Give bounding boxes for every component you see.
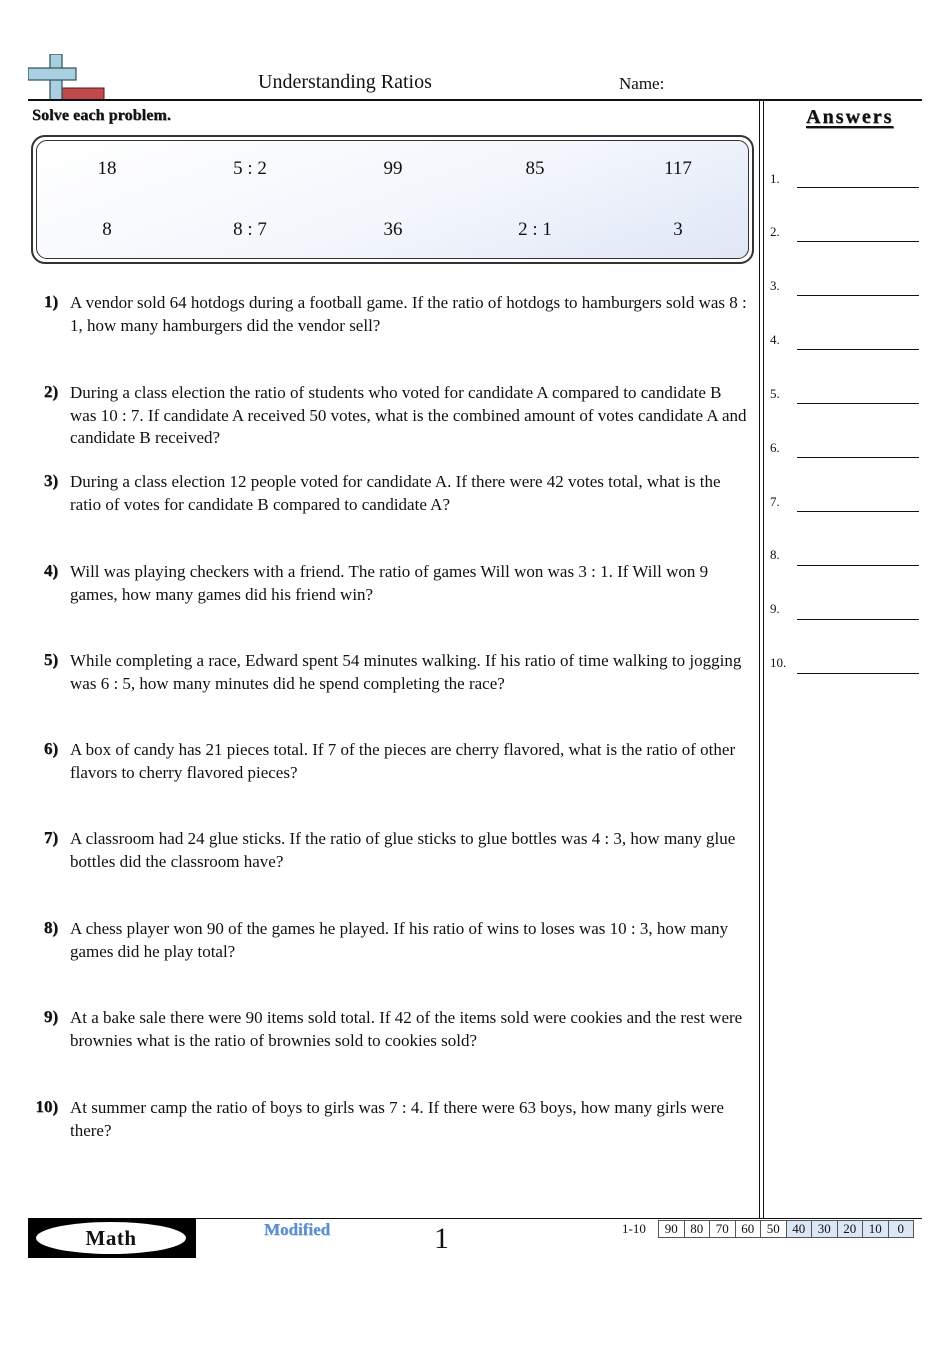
bank-value: 99 bbox=[383, 158, 403, 179]
score-cell: 50 bbox=[761, 1221, 787, 1238]
problem-number: 2) bbox=[43, 382, 58, 401]
answer-line[interactable] bbox=[797, 295, 919, 296]
answer-number: 7. bbox=[770, 494, 780, 509]
bank-value: 85 bbox=[525, 158, 545, 179]
column-divider bbox=[759, 101, 760, 1219]
problem-number: 10) bbox=[35, 1097, 58, 1116]
answer-line[interactable] bbox=[797, 565, 919, 566]
page-number: 1 bbox=[434, 1222, 449, 1255]
problem-text: While completing a race, Edward spent 54 minutes walking. If his ratio of time walking to jogging was 6 : 5, how many minutes did he spend completing the race? bbox=[70, 651, 742, 693]
score-cell: 70 bbox=[710, 1221, 736, 1238]
score-cell: 20 bbox=[837, 1221, 863, 1238]
bank-value: 2 : 1 bbox=[518, 219, 552, 240]
problem-number: 1) bbox=[43, 292, 58, 311]
answer-number: 5. bbox=[770, 386, 780, 401]
score-cell: 90 bbox=[659, 1221, 685, 1238]
answer-line[interactable] bbox=[797, 187, 919, 188]
answer-number: 8. bbox=[770, 547, 780, 562]
score-cell: 80 bbox=[684, 1221, 710, 1238]
problem-number: 3) bbox=[43, 471, 58, 490]
answer-number: 10. bbox=[770, 655, 787, 670]
problem-text: A box of candy has 21 pieces total. If 7 of the pieces are cherry flavored, what is the ratio of other flavors to cherry flavored pieces? bbox=[70, 740, 736, 782]
bank-value: 5 : 2 bbox=[233, 158, 267, 179]
math-brand-label: Math bbox=[36, 1222, 186, 1254]
answer-line[interactable] bbox=[797, 673, 919, 674]
problem-number: 7) bbox=[43, 828, 58, 847]
score-cell: 10 bbox=[863, 1221, 889, 1238]
score-cell: 0 bbox=[888, 1221, 914, 1238]
answer-number: 3. bbox=[770, 278, 780, 293]
bank-value: 36 bbox=[383, 219, 403, 240]
page-title: Understanding Ratios bbox=[258, 71, 432, 93]
answer-number: 9. bbox=[770, 601, 780, 616]
answer-line[interactable] bbox=[797, 241, 919, 242]
problem-text: At summer camp the ratio of boys to girls was 7 : 4. If there were 63 boys, how many girls were there? bbox=[70, 1098, 724, 1140]
bank-value: 8 : 7 bbox=[233, 219, 267, 240]
answer-number: 6. bbox=[770, 440, 780, 455]
score-cell: 60 bbox=[735, 1221, 761, 1238]
bank-value: 8 bbox=[102, 219, 112, 240]
modified-label: Modified bbox=[264, 1220, 331, 1239]
answers-title: Answers bbox=[806, 106, 894, 128]
score-cell: 40 bbox=[786, 1221, 812, 1238]
answer-line[interactable] bbox=[797, 349, 919, 350]
problem-number: 4) bbox=[43, 561, 58, 580]
footer-rule bbox=[196, 1218, 922, 1219]
problem-text: A vendor sold 64 hotdogs during a football game. If the ratio of hotdogs to hamburgers sold was 8 : 1, how many hamburgers did the vendor sell? bbox=[70, 293, 747, 335]
answer-number: 1. bbox=[770, 171, 780, 186]
plus-cross-logo-icon bbox=[28, 54, 106, 102]
answer-number: 2. bbox=[770, 224, 780, 239]
column-divider bbox=[763, 101, 764, 1219]
problem-text: A chess player won 90 of the games he played. If his ratio of wins to loses was 10 : 3, how many games did he play total? bbox=[70, 919, 729, 961]
problem-number: 5) bbox=[43, 650, 58, 669]
answer-line[interactable] bbox=[797, 511, 919, 512]
score-range-label: 1-10 bbox=[622, 1221, 646, 1236]
bank-value: 3 bbox=[673, 219, 683, 240]
problem-text: A classroom had 24 glue sticks. If the ratio of glue sticks to glue bottles was 4 : 3, how many glue bottles did the classroom have? bbox=[70, 829, 736, 871]
answer-line[interactable] bbox=[797, 457, 919, 458]
bank-value: 18 bbox=[97, 158, 117, 179]
bank-value: 117 bbox=[664, 158, 692, 179]
answer-line[interactable] bbox=[797, 619, 919, 620]
problem-text: At a bake sale there were 90 items sold total. If 42 of the items sold were cookies and the rest were brownies what is the ratio of brownies sold to cookies sold? bbox=[70, 1008, 743, 1050]
problem-text: Will was playing checkers with a friend. The ratio of games Will won was 3 : 1. If Will won 9 games, how many games did his friend win? bbox=[70, 562, 709, 604]
instructions: Solve each problem. bbox=[32, 107, 171, 124]
problem-number: 8) bbox=[43, 918, 58, 937]
score-table bbox=[658, 1220, 914, 1238]
problem-number: 9) bbox=[43, 1007, 58, 1026]
score-cell: 30 bbox=[812, 1221, 838, 1238]
answer-line[interactable] bbox=[797, 403, 919, 404]
problem-number: 6) bbox=[43, 739, 58, 758]
name-label: Name: bbox=[619, 74, 665, 93]
header-rule bbox=[28, 99, 922, 101]
problem-text: During a class election the ratio of students who voted for candidate A compared to candidate B was 10 : 7. If candidate A received 50 votes, what is the combined amount of votes candidate A and candidate B received? bbox=[70, 383, 747, 447]
answer-number: 4. bbox=[770, 332, 780, 347]
problem-text: During a class election 12 people voted for candidate A. If there were 42 votes total, what is the ratio of votes for candidate B compared to candidate A? bbox=[70, 472, 721, 514]
